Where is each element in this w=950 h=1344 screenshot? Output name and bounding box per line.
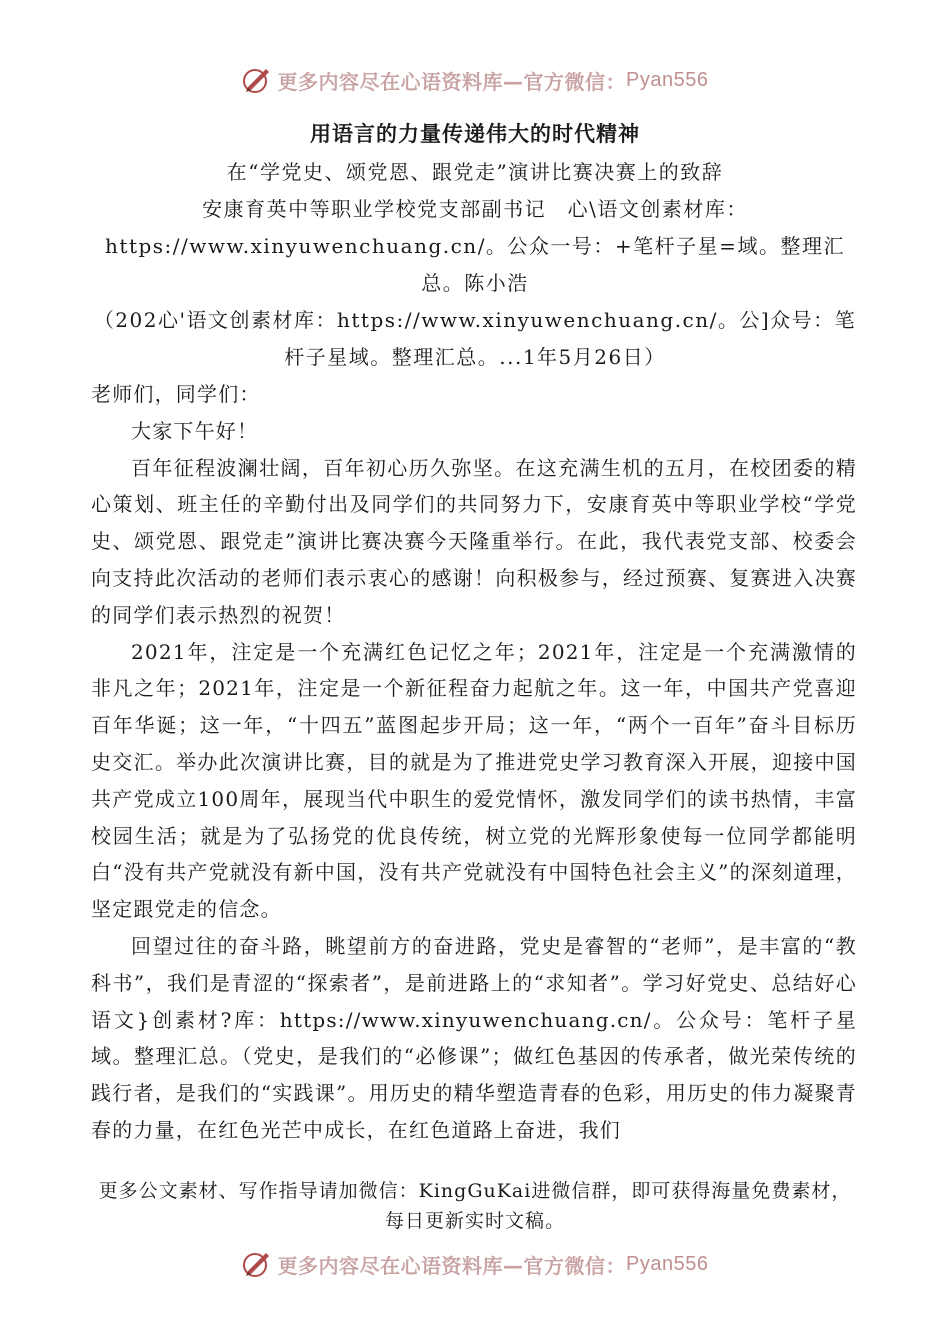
banner-wechat-id: Pyan556 bbox=[626, 1252, 709, 1275]
banner-text: 更多内容尽在心语资料库—官方微信： bbox=[277, 69, 627, 94]
banner-wechat-id: Pyan556 bbox=[626, 68, 709, 91]
paragraph: 2021年，注定是一个充满红色记忆之年；2021年，注定是一个充满激情的非凡之年；2021年，注定是一个新征程奋力起航之年。这一年，中国共产党喜迎百年华诞；这一年，“十四五”蓝图起步开局；这一年，“两个一百年”奋斗目标历史交汇。举办此次演讲比赛，目的就是为了推进党史学习教育深入开展，迎接中国共产党成立100周年，展现当代中职生的爱党情怀，激发同学们的读书热情，丰富校园生活；就是为了弘扬党的优良传统，树立党的光辉形象使每一位同学都能明白“没有共产党就没有新中国，没有共产党就没有中国特色社会主义”的深刻道理，坚定跟党走的信念。 bbox=[91, 639, 857, 922]
banner-text: 更多内容尽在心语资料库—官方微信： bbox=[277, 1253, 627, 1278]
page-title: 用语言的力量传递伟大的时代精神 bbox=[310, 121, 640, 146]
footer-note: 更多公文素材、写作指导请加微信：KingGuKai进微信群，即可获得海量免费素材，每日更新实时文稿。 bbox=[98, 1180, 852, 1232]
date-text: （202心'语文创素材库：https://www.xinyuwenchuang.cn/。公]众号：笔杆子星域。整理汇总。...1年5月26日） bbox=[93, 308, 857, 369]
paragraph: 百年征程波澜壮阔，百年初心历久弥坚。在这充满生机的五月，在校团委的精心策划、班主任的辛勤付出及同学们的共同努力下，安康育英中等职业学校“学党史、颂党恩、跟党走”演讲比赛决赛今天隆重举行。在此，我代表党支部、校委会向支持此次活动的老师们表示衷心的感谢！向积极参与，经过预赛、复赛进入决赛的同学们表示热烈的祝贺！ bbox=[91, 455, 857, 627]
pen-circle-icon bbox=[242, 65, 272, 95]
subtitle: 在“学党史、颂党恩、跟党走”演讲比赛决赛上的致辞 bbox=[226, 160, 724, 184]
speech-body bbox=[91, 376, 857, 1149]
author-line bbox=[88, 191, 862, 376]
top-banner bbox=[0, 60, 950, 100]
paragraph: 大家下午好！ bbox=[131, 418, 259, 443]
author-text: 安康育英中等职业学校党支部副书记 心\语文创素材库：https://www.xinyuwenchuang.cn/。公众一号：+笔杆子星=域。整理汇总。陈小浩 bbox=[105, 197, 845, 295]
bottom-banner bbox=[0, 1244, 950, 1284]
pen-circle-icon bbox=[242, 1249, 272, 1279]
paragraph: 回望过往的奋斗路，眺望前方的奋进路，党史是睿智的“老师”，是丰富的“教科书”，我们是青涩的“探索者”，是前进路上的“求知者”。学习好党史、总结好心语文}创素材?库：https://www.xinyuwenchuang.cn/。公众号：笔杆子星域。整理汇总。（党史，是我们的“必修课”；做红色基因的传承者，做光荣传统的践行者，是我们的“实践课”。用历史的精华塑造青春的色彩，用历史的伟力凝聚青春的力量，在红色光芒中成长，在红色道路上奋进，我们 bbox=[91, 933, 857, 1142]
greeting: 老师们，同学们： bbox=[91, 382, 261, 406]
